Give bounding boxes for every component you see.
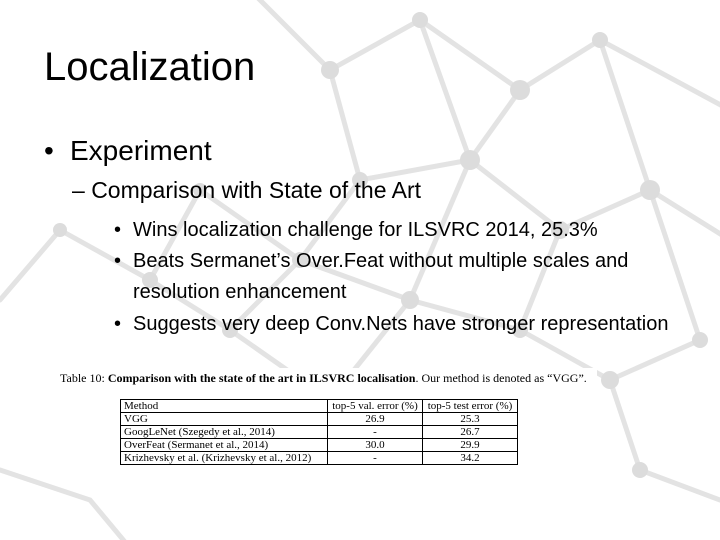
- table-row: [121, 452, 518, 465]
- table-cell: 26.7: [423, 426, 518, 439]
- table-cell: 34.2: [423, 452, 518, 465]
- caption-label: Table 10:: [60, 371, 108, 385]
- table-caption: [60, 371, 590, 385]
- table-header-row: [121, 400, 518, 413]
- bullet-marker: •: [114, 219, 122, 241]
- results-table-figure: [57, 368, 597, 478]
- bullet-experiment-text: Experiment: [70, 135, 212, 166]
- bullet-marker: •: [44, 135, 54, 166]
- table-cell: 26.9: [328, 413, 423, 426]
- bullet-marker: •: [114, 313, 122, 335]
- detail-bullet-2-text: Beats Sermanet’s Over.Feat without multiple scales and resolution enhancement: [133, 250, 629, 303]
- detail-bullet-3: [114, 309, 694, 340]
- dash-marker: –: [72, 177, 85, 203]
- detail-bullet-2: [114, 246, 694, 308]
- table-row: [121, 439, 518, 452]
- table-header-cell: top-5 val. error (%): [328, 400, 423, 413]
- table-cell: -: [328, 426, 423, 439]
- table-row: [121, 413, 518, 426]
- bullet-experiment: [44, 134, 212, 168]
- detail-bullet-1-text: Wins localization challenge for ILSVRC 2014, 25.3%: [133, 219, 598, 241]
- table-cell: 30.0: [328, 439, 423, 452]
- table-cell: -: [328, 452, 423, 465]
- table-header-cell: Method: [121, 400, 328, 413]
- table-row: [121, 426, 518, 439]
- detail-bullet-1: [114, 215, 694, 246]
- slide-title: Localization: [44, 45, 256, 89]
- detail-bullet-3-text: Suggests very deep Conv.Nets have stronger representation: [133, 313, 669, 335]
- comparison-table: [120, 399, 518, 465]
- caption-rest: . Our method is denoted as “VGG”.: [415, 371, 587, 385]
- table-cell: GoogLeNet (Szegedy et al., 2014): [121, 426, 328, 439]
- subbullet-comparison-text: Comparison with State of the Art: [91, 177, 422, 203]
- table-header-cell: top-5 test error (%): [423, 400, 518, 413]
- table-cell: 29.9: [423, 439, 518, 452]
- table-cell: VGG: [121, 413, 328, 426]
- bullet-marker: •: [114, 250, 122, 272]
- table-cell: OverFeat (Sermanet et al., 2014): [121, 439, 328, 452]
- table-cell: Krizhevsky et al. (Krizhevsky et al., 2012): [121, 452, 328, 465]
- caption-bold: Comparison with the state of the art in ILSVRC localisation: [107, 371, 416, 385]
- subbullet-comparison: [72, 175, 421, 205]
- table-cell: 25.3: [423, 413, 518, 426]
